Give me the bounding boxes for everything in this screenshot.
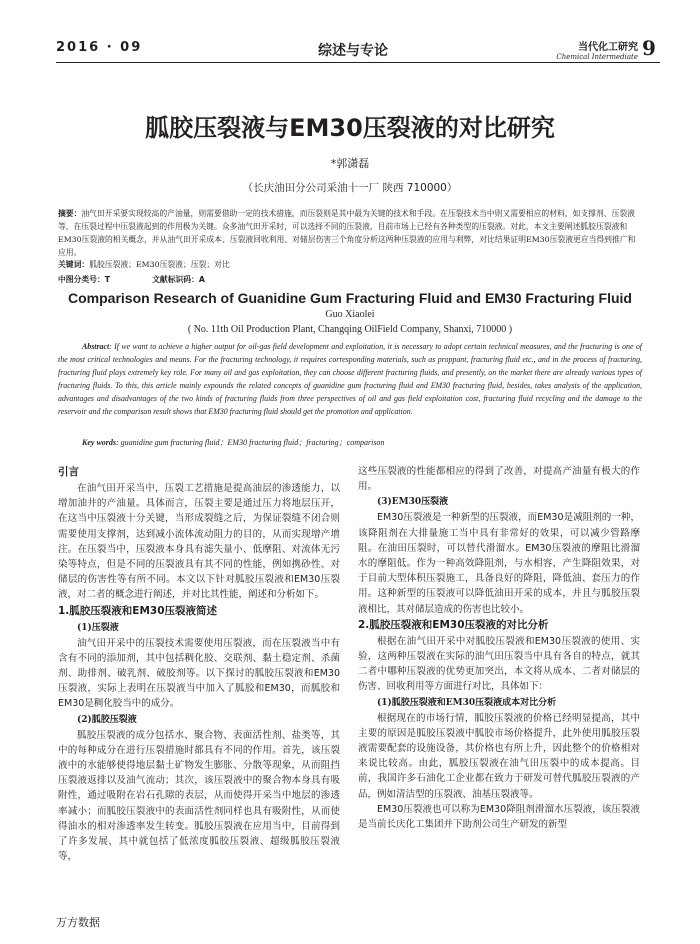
section-2-paragraph-3: EM30压裂液也可以称为EM30降阻剂滑溜水压裂液，该压裂液是当前长庆化工集团并下助剂公司生产研发的新型 — [358, 803, 640, 831]
section-1-paragraph-1: 油气田开采中的压裂技术需要使用压裂液，而在压裂液当中有含有不同的添加剂，其中包括稠化胶、交联剂、黏土稳定剂、杀菌剂、助排剂、破乳剂、破胶剂等。以下探讨的胍胶压裂液和EM30压裂液，实际上表明在压裂液当中加入了胍胶和EM30，而胍胶和EM30是稠化胶当中的成分。 — [58, 637, 340, 710]
section-2-sub-1: (1)胍胶压裂液和EM30压裂液成本对比分析 — [377, 697, 557, 708]
abstract-en — [58, 341, 642, 418]
affiliation-en: ( No. 11th Oil Production Plant, Changqing OilField Company, Shanxi, 710000 ) — [187, 324, 513, 335]
abstract-cn-label: 摘要： — [58, 209, 82, 218]
abstract-en-text: : If we want to achieve a higher output for oil-gas field development and exploitation, it is necessary to adopt certain technical measures, and the fracturing is one of the most critical technologies and means. For the fracturing technology, it requires corresponding materials, such as proppant, fracturing fluid etc., and in the process of fracturing, fracturing fluid plays extremely key role. For many oil and gas exploitation, they can choose different fracturing fluids, and presently, on the market there are already various types of fracturing fluids. To this, this article mainly expounds the related concepts of guanidine gum fracturing fluid and EM30 fracturing fluid, besides, takes analysis of the application, advantages and disadvantages of the two kinds of fracturing fluids from three perspectives of oil and gas field exploitation cost, fracturing fluid recycling and the damage to the reservoir and the comparison result shows that EM30 fracturing fluid should get the promotion and application. — [58, 342, 642, 416]
doc-code-value: A — [198, 275, 205, 284]
header-divider — [56, 62, 660, 63]
body-column-left — [58, 464, 340, 864]
doc-code-label: 文献标识码： — [152, 275, 199, 284]
classification-line — [58, 274, 638, 285]
keywords-cn-label: 关键词： — [58, 260, 90, 269]
journal-name-cn: 当代化工研究 — [578, 42, 638, 53]
author-cn: *郭潇磊 — [330, 157, 370, 170]
classification-label: 中图分类号： — [58, 275, 105, 284]
section-1-paragraph-2: 胍胶压裂液的成分包括水、聚合物、表面活性剂、盐类等，其中的每种成分在进行压裂措施时都具有不同的作用。首先，该压裂液中的水能够使得地层黏土矿物发生膨胀、分散等现象，从而阻挡压裂液返排以及油气流动；其次，该压裂液中的聚合物本身具有吸附性，通过吸附在岩石孔隙的表层，从而使得开采当中地层的渗透率减小；而胍胶压裂液中的表面活性剂同样也具有吸附性，从而使得油水的相对渗透率发生转变。胍胶压裂液在应用当中，目前得到了许多发展，其中就包括了低浓度胍胶压裂液、超级胍胶压裂液等， — [58, 729, 340, 863]
section-2-paragraph-2: 根据现在的市场行情，胍胶压裂液的价格已经明显提高，其中主要的原因是胍胶压裂液中胍胶市场价格提升，此外使用胍胶压裂液需要配套的设施设备，其价格也有所上升，因此整个的价格相对来说比较高。由此，胍胶压裂液在油气田压裂中的成本提高。目前，我国许多石油化工企业都在致力于研发可替代胍胶压裂液的产品，例如清洁型的压裂液、油基压裂液等。 — [358, 712, 640, 800]
page-number: 9 — [642, 36, 656, 60]
author-en: Guo Xiaolei — [325, 309, 375, 320]
section-1-heading: 1.胍胶压裂液和EM30压裂液简述 — [58, 604, 218, 617]
continued-paragraph: 这些压裂液的性能都相应的得到了改善，对提高产油量有极大的作用。 — [358, 466, 640, 493]
footer-watermark: 万方数据 — [56, 916, 100, 929]
keywords-en-label: Key words — [82, 438, 116, 447]
classification-value: T — [104, 275, 111, 284]
paper-title-en: Comparison Research of Guanidine Gum Fracturing Fluid and EM30 Fracturing Fluid — [68, 290, 632, 306]
keywords-cn-text: 胍胶压裂液；EM30压裂液；压裂；对比 — [89, 260, 230, 269]
section-1-paragraph-3: EM30压裂液是一种新型的压裂液，而EM30是减阻剂的一种，该降阻剂在大排量施工当中具有非常好的效果，可以减少管路摩阻。在油田压裂时，可以替代滑溜水。EM30压裂液的摩阻比滑溜水的摩阻低。作为一种高效降阻剂，与水相容，产生降阻效果，对于目前大型体积压裂施工，具备良好的降阻，降低油、套压力的作用。这种新型的压裂液可以降低油田开采的成本，并且与胍胶压裂液相比，其对储层造成的伤害也比较小。 — [358, 512, 640, 615]
journal-name — [556, 38, 638, 61]
keywords-cn — [58, 259, 638, 270]
body-column-right — [358, 464, 640, 832]
section-label: 综述与专论 — [318, 43, 388, 59]
intro-paragraph: 在油气田开采当中，压裂工艺措施是提高油层的渗透能力，以增加油井的产油量。具体而言，压裂主要是通过压力将地层压开，在这当中压裂液十分关键，当形成裂缝之后，为保证裂缝不闭合则需要使用支撑剂，达到减小流体流动阻力的目的，从而实现增产增注。在压裂当中，压裂液本身具有滤失量小、低摩阻、对流体无污染等特点，但是不同的压裂液具有其不同的性能，例如携砂性、对储层的伤害性等有所不同。本文以下针对胍胶压裂液和EM30压裂液，对二者的概念进行阐述，并对比其性能，阐述和分析如下。 — [58, 483, 340, 601]
abstract-en-label: Abstract — [82, 342, 110, 351]
section-1-sub-2: (2)胍胶压裂液 — [77, 714, 137, 725]
abstract-cn — [58, 207, 638, 259]
section-1-sub-1: (1)压裂液 — [77, 622, 119, 633]
affiliation-cn: （长庆油田分公司采油十一厂 陕西 710000） — [242, 182, 458, 194]
keywords-en-text: : guanidine gum fracturing fluid；EM30 fracturing fluid；fracturing；comparison — [116, 438, 385, 447]
section-2-heading: 2.胍胶压裂液和EM30压裂液的对比分析 — [358, 618, 549, 631]
section-1-sub-3: (3)EM30压裂液 — [377, 497, 449, 508]
section-2-paragraph-1: 根据在油气田开采中对胍胶压裂液和EM30压裂液的使用、实验，这两种压裂液在实际的油气田压裂当中具有各自的特点，就其二者中哪种压裂液的优势更加突出，本文将从成本、二者对储层的伤害、回收利用等方面进行对比，具体如下： — [358, 635, 640, 693]
abstract-cn-text: 油气田开采要实现较高的产油量，则需要借助一定的技术措施，而压裂则是其中最为关键的技术和手段。在压裂技术当中则又需要相应的材料，如支撑剂、压裂液等，在压裂过程中压裂液起到的作用极为关键。众多油气田开采时，可以选择不同的压裂液，目前市场上已经有各种类型的压裂液。对此，本文主要阐述胍胶压裂液和EM30压裂液的相关概念，并从油气田开采成本、压裂液回收利用、对储层伤害三个角度分析这两种压裂液的应用与利弊，对比结果证明EM30压裂液更应当得到推广和应用。 — [58, 209, 636, 257]
journal-name-en: Chemical Intermediate — [556, 53, 638, 61]
intro-heading: 引言 — [58, 466, 79, 478]
keywords-en — [82, 437, 384, 448]
issue-label: 2016 · 09 — [56, 40, 143, 55]
paper-title-cn: 胍胶压裂液与EM30压裂液的对比研究 — [145, 114, 555, 142]
